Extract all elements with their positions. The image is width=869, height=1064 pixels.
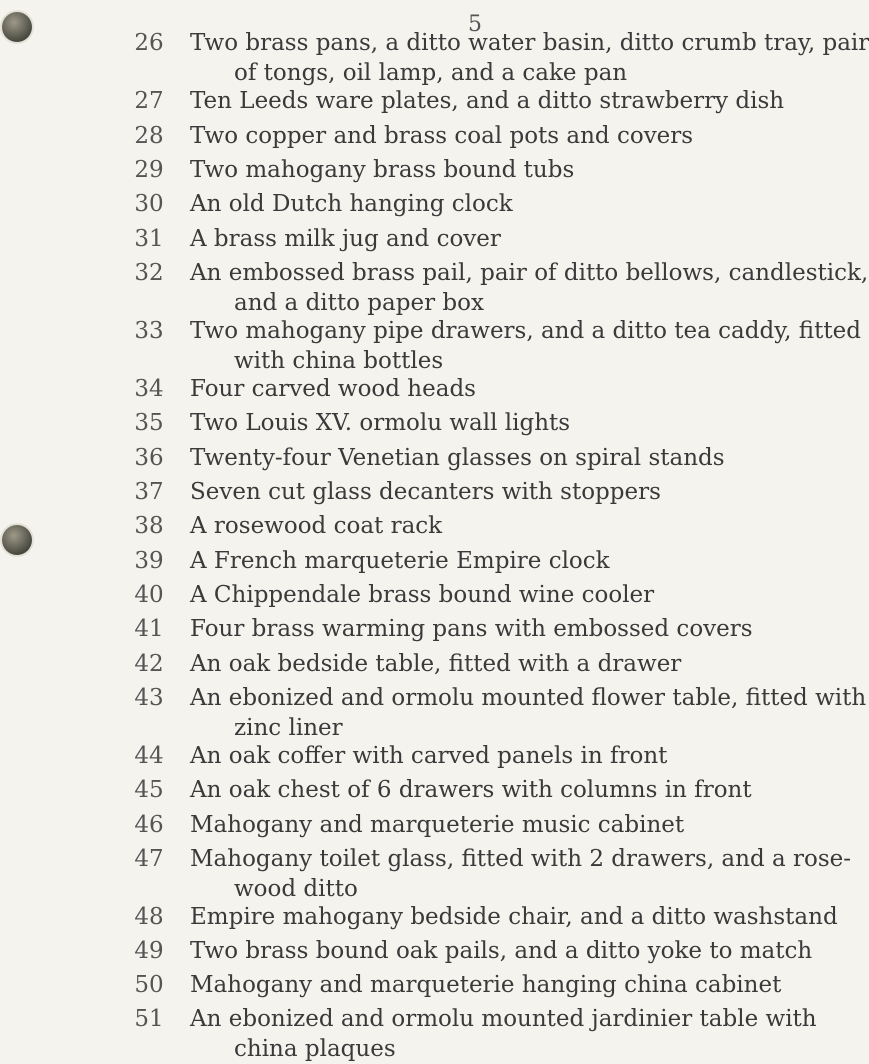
lot-description-continuation: and a ditto paper box: [234, 290, 484, 316]
lot-description: [190, 741, 790, 771]
lot-number: 39: [134, 548, 164, 574]
lot-description-continuation: zinc liner: [234, 715, 343, 741]
lot-description: [190, 86, 790, 116]
binder-hole-top: [2, 12, 32, 42]
lot-description: [190, 580, 790, 610]
lot-description-continuation: with china bottles: [234, 348, 444, 374]
lot-number: 30: [134, 191, 164, 217]
lot-description: [190, 121, 790, 151]
lot-description-line: Mahogany toilet glass, fitted with 2 drawers, and a rose-: [190, 846, 852, 872]
lot-description: [190, 189, 790, 219]
lot-description-line: An ebonized and ormolu mounted flower table, fitted with: [190, 685, 867, 711]
lot-description: [190, 546, 790, 576]
lot-description-line: An oak chest of 6 drawers with columns in front: [190, 777, 752, 803]
lot-number: 49: [134, 938, 164, 964]
lot-description-line: An oak coffer with carved panels in front: [190, 743, 668, 769]
lot-description: [190, 155, 790, 185]
lot-number: 28: [134, 123, 164, 149]
lot-number: 44: [134, 743, 164, 769]
lot-number: 26: [134, 30, 164, 56]
lot-number: 27: [134, 88, 164, 114]
lot-description-line: Two brass pans, a ditto water basin, ditto crumb tray, pair: [190, 30, 869, 56]
lot-description: [190, 374, 790, 404]
lot-description: [190, 614, 790, 644]
lot-number: 47: [134, 846, 164, 872]
lot-description-line: Two mahogany pipe drawers, and a ditto tea caddy, fitted: [190, 318, 861, 344]
lot-description: [190, 902, 838, 932]
lot-description-line: Two brass bound oak pails, and a ditto yoke to match: [190, 938, 813, 964]
lot-number: 40: [134, 582, 164, 608]
lot-number: 33: [134, 318, 164, 344]
lot-description-line: Seven cut glass decanters with stoppers: [190, 479, 661, 505]
lot-description-line: An old Dutch hanging clock: [190, 191, 513, 217]
lot-description: [190, 408, 790, 438]
lot-description: [190, 316, 861, 376]
lot-description: [190, 844, 852, 904]
lot-description-line: An oak bedside table, fitted with a drawer: [190, 651, 682, 677]
lot-description: [190, 775, 790, 805]
lot-description-continuation: wood ditto: [234, 876, 358, 902]
lot-description-line: A French marqueterie Empire clock: [190, 548, 610, 574]
lot-description: [190, 970, 790, 1000]
lot-description: [190, 28, 869, 88]
lot-description-line: Twenty-four Venetian glasses on spiral stands: [190, 445, 725, 471]
lot-description-line: Two Louis XV. ormolu wall lights: [190, 410, 571, 436]
lot-description-line: A rosewood coat rack: [190, 513, 443, 539]
lot-description-line: Two copper and brass coal pots and covers: [190, 123, 694, 149]
lot-number: 31: [134, 226, 164, 252]
lot-number: 36: [134, 445, 164, 471]
lot-description-line: Four brass warming pans with embossed covers: [190, 616, 753, 642]
lot-number: 45: [134, 777, 164, 803]
lot-number: 29: [134, 157, 164, 183]
lot-description-line: Empire mahogany bedside chair, and a ditto washstand: [190, 904, 838, 930]
lot-number: 32: [134, 260, 164, 286]
lot-description: [190, 511, 790, 541]
lot-description: [190, 936, 813, 966]
lot-description-line: Two mahogany brass bound tubs: [190, 157, 575, 183]
lot-description-line: A Chippendale brass bound wine cooler: [190, 582, 655, 608]
lot-description: [190, 224, 790, 254]
lot-description: [190, 810, 790, 840]
lot-description: [190, 258, 869, 318]
lot-description: [190, 649, 790, 679]
lot-description-line: Mahogany and marqueterie music cabinet: [190, 812, 685, 838]
lot-description-continuation: of tongs, oil lamp, and a cake pan: [234, 60, 628, 86]
lot-description-line: An embossed brass pail, pair of ditto bellows, candlestick,: [190, 260, 869, 286]
lot-number: 46: [134, 812, 164, 838]
lot-number: 51: [134, 1006, 164, 1032]
lot-description: [190, 1004, 817, 1064]
lot-number: 37: [134, 479, 164, 505]
lot-description: [190, 477, 790, 507]
lot-description-line: Four carved wood heads: [190, 376, 476, 402]
lot-number: 35: [134, 410, 164, 436]
lot-description-line: A brass milk jug and cover: [190, 226, 501, 252]
lot-description: [190, 683, 867, 743]
lot-number: 50: [134, 972, 164, 998]
lot-description-line: Mahogany and marqueterie hanging china cabinet: [190, 972, 782, 998]
lot-number: 42: [134, 651, 164, 677]
lot-description-line: An ebonized and ormolu mounted jardinier table with: [190, 1006, 817, 1032]
lot-number: 48: [134, 904, 164, 930]
page-number: 5: [468, 12, 482, 37]
lot-number: 43: [134, 685, 164, 711]
lot-number: 38: [134, 513, 164, 539]
lot-description-continuation: china plaques: [234, 1036, 396, 1062]
binder-hole-bottom: [2, 525, 32, 555]
lot-description-line: Ten Leeds ware plates, and a ditto strawberry dish: [190, 88, 785, 114]
lot-description: [190, 443, 790, 473]
lot-number: 34: [134, 376, 164, 402]
lot-number: 41: [134, 616, 164, 642]
